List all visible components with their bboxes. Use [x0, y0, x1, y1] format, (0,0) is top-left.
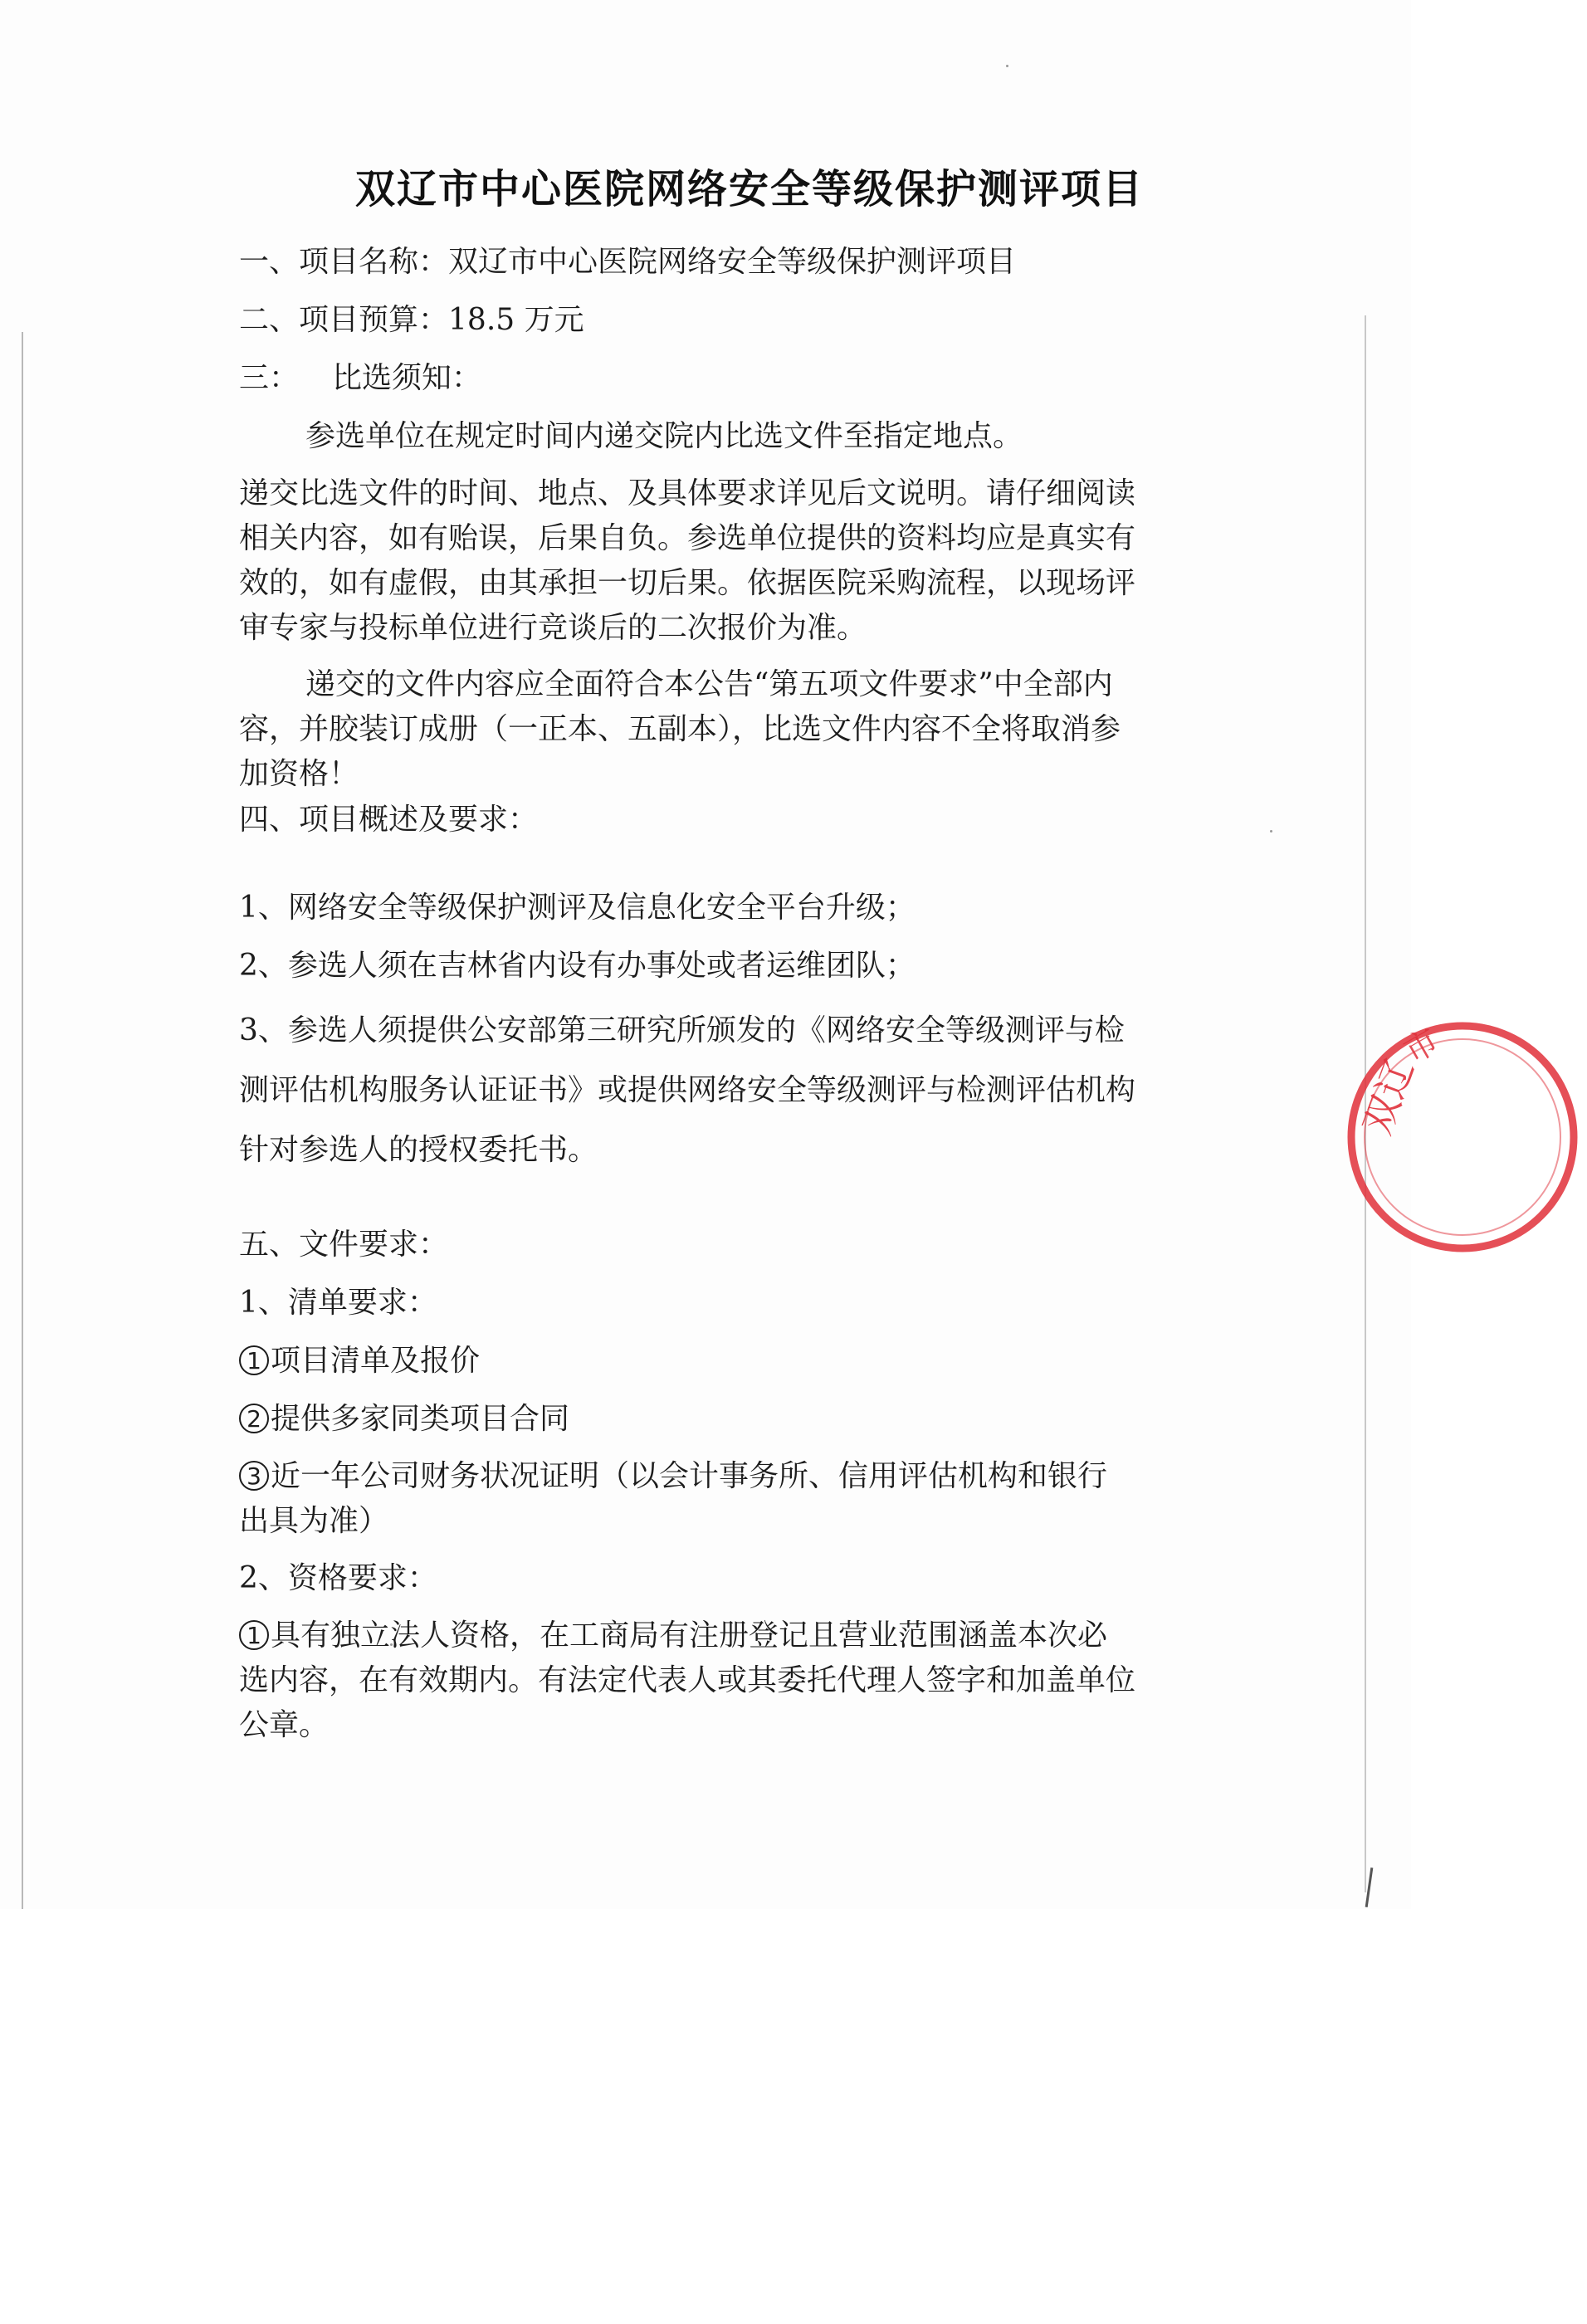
notice-paragraph-1: 参选单位在规定时间内递交院内比选文件至指定地点。 [305, 419, 1023, 453]
qualification-item-1 [239, 1614, 1202, 1748]
budget-value: 18.5 万元 [448, 303, 584, 337]
paragraph-line: 相关内容，如有贻误，后果自负。参选单位提供的资料均应是真实有 [239, 521, 1136, 555]
paragraph-line: 选内容，在有效期内。有法定代表人或其委托代理人签字和加盖单位 [239, 1663, 1136, 1697]
circled-number-3: 3 [239, 1461, 269, 1491]
scan-speck [1270, 830, 1272, 832]
paragraph-line: 加资格！ [239, 757, 359, 791]
official-seal-stamp [1338, 1013, 1587, 1262]
list-item-3 [239, 1454, 1202, 1544]
paragraph-line: 容，并胶装订成册（一正本、五副本），比选文件内容不全将取消参 [239, 712, 1121, 746]
list-item-2 [239, 1396, 1202, 1443]
circled-number-1: 1 [239, 1345, 269, 1375]
overview-item-3 [239, 1001, 1202, 1180]
paragraph-line: 3、参选人须提供公安部第三研究所颁发的《网络安全等级测评与检 [239, 1013, 1125, 1047]
list-item-text: 近一年公司财务状况证明（以会计事务所、信用评估机构和银行 [271, 1459, 1108, 1493]
paragraph-line: 审专家与投标单位进行竞谈后的二次报价为准。 [239, 611, 867, 645]
budget-label: 二、项目预算： [239, 303, 449, 337]
notice-paragraph-2 [239, 471, 1202, 651]
list-item-text: 提供多家同类项目合同 [271, 1402, 570, 1436]
list-item-text: 项目清单及报价 [271, 1344, 481, 1378]
list-requirements-heading: 1、清单要求： [239, 1286, 437, 1320]
overview-item-2: 2、参选人须在吉林省内设有办事处或者运维团队； [239, 949, 916, 983]
list-item-1 [239, 1338, 1202, 1384]
paragraph-line: 出具为准） [239, 1504, 389, 1538]
scan-speck [1006, 65, 1008, 67]
paragraph-line: 针对参选人的授权委托书。 [239, 1133, 598, 1167]
project-name-value: 双辽市中心医院网络安全等级保护测评项目 [448, 245, 1017, 279]
budget-line [239, 297, 1202, 344]
circled-number-1: 1 [239, 1620, 269, 1650]
docs-heading: 五、文件要求： [239, 1228, 449, 1262]
project-name-label: 一、项目名称： [239, 245, 449, 279]
paragraph-line: 递交比选文件的时间、地点、及具体要求详见后文说明。请仔细阅读 [239, 476, 1136, 510]
notice-title: 比选须知： [332, 361, 482, 395]
document-body [239, 158, 1202, 1748]
notice-heading [239, 355, 1202, 402]
overview-item-1: 1、网络安全等级保护测评及信息化安全平台升级； [239, 891, 916, 925]
seal-text: 双辽 [1354, 1052, 1423, 1140]
scan-pen-mark [1365, 1868, 1374, 1907]
qualification-heading: 2、资格要求： [239, 1561, 437, 1595]
overview-heading: 四、项目概述及要求： [239, 803, 539, 837]
list-item-text: 具有独立法人资格，在工商局有注册登记且营业范围涵盖本次必 [271, 1618, 1108, 1653]
paragraph-line: 测评估机构服务认证证书》或提供网络安全等级测评与检测评估机构 [239, 1073, 1136, 1107]
paragraph-line [239, 1614, 1202, 1658]
notice-paragraph-3 [239, 662, 1202, 797]
circled-number-2: 2 [239, 1404, 269, 1433]
svg-text:市: 市 [1398, 1021, 1446, 1072]
project-name-line [239, 239, 1202, 286]
paragraph-line [239, 1454, 1202, 1499]
document-title: 双辽市中心医院网络安全等级保护测评项目 [355, 166, 1145, 212]
notice-label: 三： [239, 361, 300, 395]
paragraph-line: 效的，如有虚假，由其承担一切后果。依据医院采购流程，以现场评 [239, 566, 1136, 600]
scan-edge-left [22, 332, 23, 1909]
paragraph-line: 公章。 [239, 1708, 330, 1742]
paragraph-line: 递交的文件内容应全面符合本公告“第五项文件要求”中全部内 [305, 667, 1113, 701]
